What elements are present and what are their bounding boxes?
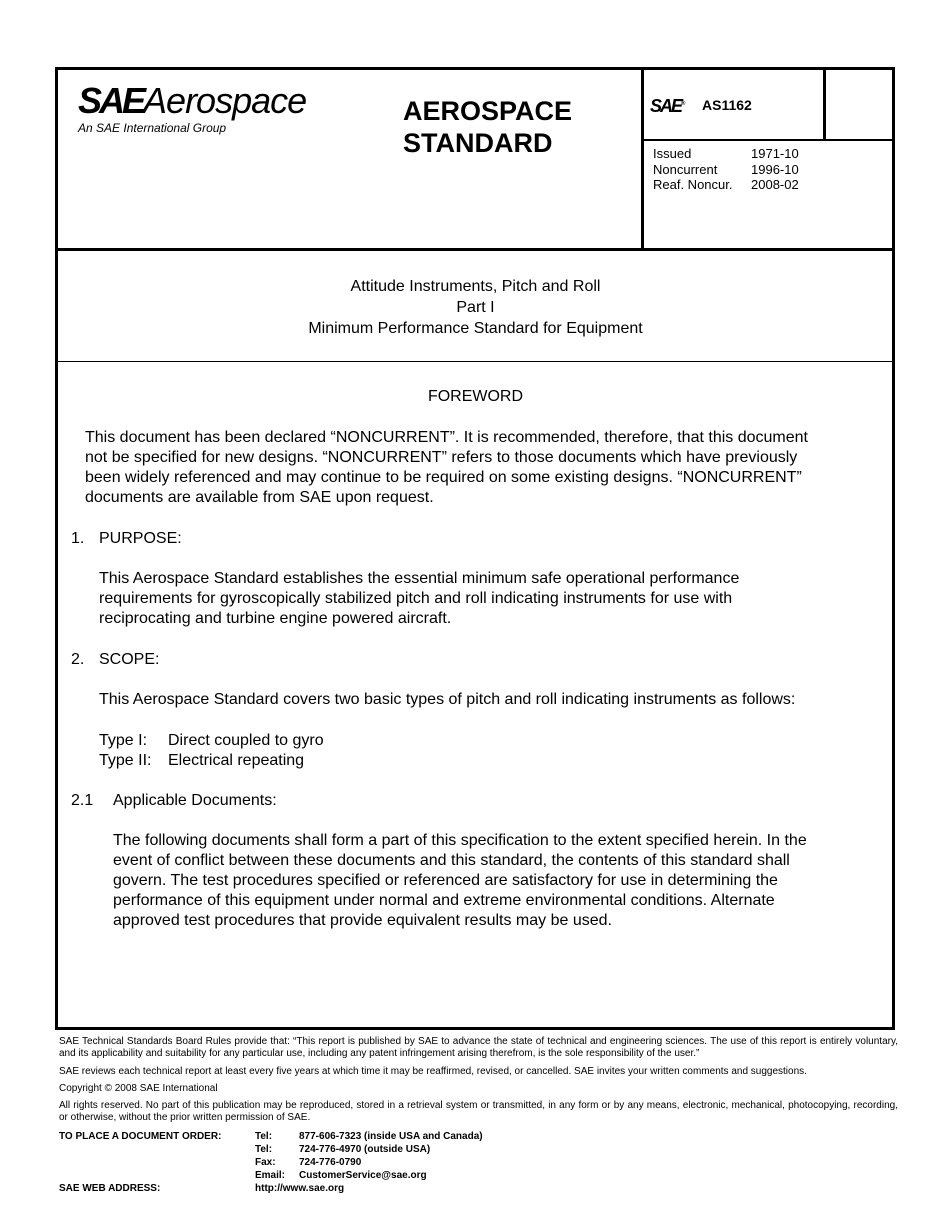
purpose-line: requirements for gyroscopically stabilized pitch and roll indicating instruments for use with — [99, 590, 733, 607]
reaffirmed-label: Reaf. Noncur. — [653, 177, 733, 192]
logo-aerospace-text: Aerospace — [143, 80, 307, 121]
reaffirmed-value: 2008-02 — [751, 177, 799, 192]
contact-email-label: Email: — [255, 1170, 286, 1181]
document-title — [403, 95, 572, 159]
applicable-number: 2.1 — [71, 792, 94, 809]
foreword-line: been widely referenced and may continue to be required on some existing designs. “NONCURRENT” — [85, 469, 802, 486]
document-number: AS1162 — [702, 97, 752, 113]
contact-fax-value: 724-776-0790 — [299, 1157, 362, 1168]
order-label: TO PLACE A DOCUMENT ORDER: — [59, 1131, 222, 1142]
subject-line-1: Attitude Instruments, Pitch and Roll — [350, 278, 601, 295]
footer-rules: SAE Technical Standards Board Rules provide that: “This report is published by SAE to advance the state of technical and engineering sciences. The use of this report is entirely voluntary, and its applicability and suitability for any particular use, including any patent infringement arising therefrom, is the sole responsibility of the user.” — [59, 1036, 898, 1059]
logo-subtitle: An SAE International Group — [78, 121, 227, 135]
subject-line-2: Part I — [456, 299, 495, 316]
foreword-paragraph — [85, 428, 808, 508]
web-address-label: SAE WEB ADDRESS: — [59, 1183, 161, 1194]
contact-tel-1-label: Tel: — [255, 1131, 273, 1142]
applicable-line: The following documents shall form a part of this specification to the extent specified herein. In the — [113, 832, 807, 849]
noncurrent-label: Noncurrent — [653, 162, 718, 177]
type-2-label: Type II: — [99, 752, 152, 769]
contact-tel-2-label: Tel: — [255, 1144, 273, 1155]
subject-bottom-divider — [57, 361, 894, 362]
contact-fax-label: Fax: — [255, 1157, 276, 1168]
purpose-paragraph — [99, 569, 739, 629]
foreword-line: This document has been declared “NONCURRENT”. It is recommended, therefore, that this document — [85, 429, 808, 446]
frame-right-border — [892, 67, 895, 1030]
applicable-line: event of conflict between these documents and this standard, the contents of this standard shall — [113, 852, 790, 869]
footer-review: SAE reviews each technical report at least every five years at which time it may be reaffirmed, revised, or cancelled. SAE invites your written comments and suggestions. — [59, 1066, 807, 1077]
type-1-label: Type I: — [99, 732, 148, 749]
issued-label: Issued — [653, 146, 692, 161]
frame-bottom-border — [55, 1027, 895, 1030]
sae-small-logo-text: SAE — [650, 96, 682, 116]
scope-number: 2. — [71, 651, 85, 668]
subject-line-3: Minimum Performance Standard for Equipment — [308, 320, 643, 337]
foreword-line: not be specified for new designs. “NONCURRENT” refers to those documents which have previously — [85, 449, 798, 466]
web-address-link[interactable]: http://www.sae.org — [255, 1183, 345, 1194]
type-2-desc: Electrical repeating — [168, 752, 305, 769]
footer-rights: All rights reserved. No part of this publication may be reproduced, stored in a retrieval system or transmitted, in any form or by any means, electronic, mechanical, photocopying, recording, or otherwise, without the prior written permission of SAE. — [59, 1100, 898, 1123]
scope-paragraph: This Aerospace Standard covers two basic types of pitch and roll indicating instruments as follows: — [99, 691, 796, 708]
applicable-line: approved test procedures that provide equivalent results may be used. — [113, 912, 612, 929]
subject-block — [57, 276, 894, 339]
noncurrent-value: 1996-10 — [751, 162, 799, 177]
header-vertical-divider — [641, 67, 644, 251]
applicable-heading: Applicable Documents: — [113, 792, 277, 809]
applicable-line: performance of this equipment under normal and extreme environmental conditions. Alternate — [113, 892, 775, 909]
purpose-line: This Aerospace Standard establishes the essential minimum safe operational performance — [99, 570, 740, 587]
registered-mark: ® — [681, 101, 686, 107]
issued-value: 1971-10 — [751, 146, 799, 161]
frame-left-border — [55, 67, 58, 1030]
contact-tel-1-value: 877-606-7323 (inside USA and Canada) — [299, 1131, 483, 1142]
purpose-heading: PURPOSE: — [99, 530, 182, 547]
contact-email-link[interactable]: CustomerService@sae.org — [299, 1170, 427, 1181]
applicable-line: govern. The test procedures specified or referenced are satisfactory for use in determining the — [113, 872, 778, 889]
footer-copyright: Copyright © 2008 SAE International — [59, 1083, 218, 1094]
contact-tel-2-value: 724-776-4970 (outside USA) — [299, 1144, 431, 1155]
foreword-line: documents are available from SAE upon request. — [85, 489, 434, 506]
header-bottom-divider — [55, 248, 895, 251]
foreword-heading: FOREWORD — [427, 388, 524, 405]
title-line-1: AEROSPACE — [403, 96, 573, 126]
type-1-desc: Direct coupled to gyro — [168, 732, 324, 749]
docnum-box-bottom — [641, 139, 895, 141]
logo-sae-text: SAE — [78, 80, 144, 121]
applicable-paragraph — [113, 831, 807, 931]
docnum-box-divider — [823, 67, 826, 141]
purpose-line: reciprocating and turbine engine powered aircraft. — [99, 610, 452, 627]
title-line-2: STANDARD — [403, 128, 553, 158]
purpose-number: 1. — [71, 530, 85, 547]
sae-aerospace-logo — [78, 82, 306, 120]
scope-heading: SCOPE: — [99, 651, 160, 668]
frame-top-border — [55, 67, 895, 70]
sae-small-logo — [650, 96, 685, 117]
